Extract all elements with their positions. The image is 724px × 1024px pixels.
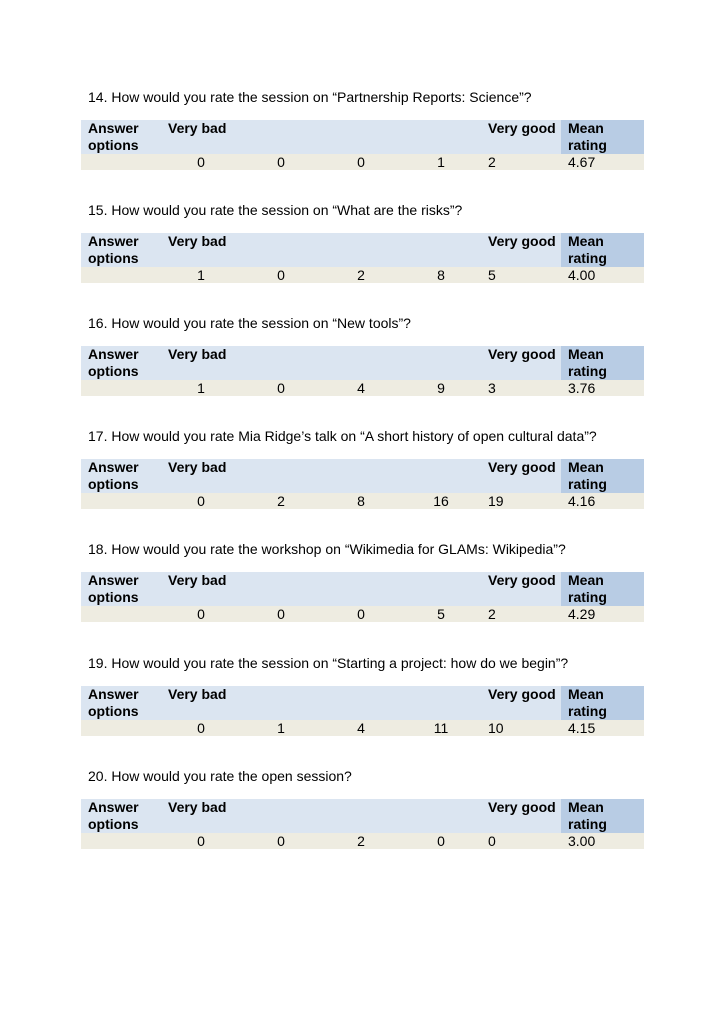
blank-header-cell xyxy=(241,572,321,606)
count-cell: 0 xyxy=(241,606,321,622)
very-good-header: Very good xyxy=(481,459,561,493)
question-title: 20. How would you rate the open session? xyxy=(88,768,352,784)
count-cell: 0 xyxy=(241,380,321,396)
blank-value-cell xyxy=(81,833,161,849)
blank-value-cell xyxy=(81,380,161,396)
mean-rating-header: Mean rating xyxy=(561,233,644,267)
count-cell: 5 xyxy=(481,267,561,283)
count-cell: 0 xyxy=(161,720,241,736)
rating-table xyxy=(81,572,644,622)
mean-rating-header: Mean rating xyxy=(561,120,644,154)
count-cell: 10 xyxy=(481,720,561,736)
question-block xyxy=(81,541,644,622)
blank-header-cell xyxy=(321,572,401,606)
very-bad-header: Very bad xyxy=(161,459,241,493)
count-cell: 1 xyxy=(241,720,321,736)
count-cell: 1 xyxy=(161,267,241,283)
count-cell: 1 xyxy=(161,380,241,396)
mean-rating-header: Mean rating xyxy=(561,799,644,833)
rating-table xyxy=(81,346,644,396)
rating-table xyxy=(81,459,644,509)
question-title: 16. How would you rate the session on “New tools”? xyxy=(88,315,411,331)
table-row xyxy=(81,493,644,509)
very-bad-header: Very bad xyxy=(161,120,241,154)
mean-rating-value: 4.00 xyxy=(561,267,644,283)
blank-header-cell xyxy=(241,346,321,380)
table-row xyxy=(81,720,644,736)
blank-header-cell xyxy=(241,120,321,154)
blank-header-cell xyxy=(241,686,321,720)
count-cell: 2 xyxy=(481,154,561,170)
mean-rating-value: 4.29 xyxy=(561,606,644,622)
mean-rating-value: 3.00 xyxy=(561,833,644,849)
count-cell: 0 xyxy=(321,606,401,622)
very-bad-header: Very bad xyxy=(161,572,241,606)
table-row xyxy=(81,380,644,396)
count-cell: 8 xyxy=(321,493,401,509)
blank-header-cell xyxy=(321,120,401,154)
blank-header-cell xyxy=(321,346,401,380)
count-cell: 0 xyxy=(161,493,241,509)
blank-header-cell xyxy=(401,572,481,606)
blank-header-cell xyxy=(241,799,321,833)
mean-rating-header: Mean rating xyxy=(561,572,644,606)
rating-table xyxy=(81,120,644,170)
mean-rating-value: 3.76 xyxy=(561,380,644,396)
mean-rating-value: 4.67 xyxy=(561,154,644,170)
blank-header-cell xyxy=(321,459,401,493)
very-good-header: Very good xyxy=(481,233,561,267)
question-block xyxy=(81,768,644,849)
very-bad-header: Very bad xyxy=(161,346,241,380)
count-cell: 0 xyxy=(241,267,321,283)
count-cell: 3 xyxy=(481,380,561,396)
table-header-row xyxy=(81,686,644,720)
mean-rating-value: 4.15 xyxy=(561,720,644,736)
very-bad-header: Very bad xyxy=(161,233,241,267)
count-cell: 11 xyxy=(401,720,481,736)
mean-rating-header: Mean rating xyxy=(561,686,644,720)
blank-value-cell xyxy=(81,493,161,509)
blank-header-cell xyxy=(241,233,321,267)
answer-options-header: Answer options xyxy=(81,233,161,267)
count-cell: 0 xyxy=(481,833,561,849)
question-title: 15. How would you rate the session on “What are the risks”? xyxy=(88,202,463,218)
mean-rating-value: 4.16 xyxy=(561,493,644,509)
count-cell: 9 xyxy=(401,380,481,396)
blank-header-cell xyxy=(401,120,481,154)
count-cell: 0 xyxy=(161,606,241,622)
count-cell: 0 xyxy=(161,833,241,849)
count-cell: 0 xyxy=(161,154,241,170)
blank-header-cell xyxy=(321,686,401,720)
answer-options-header: Answer options xyxy=(81,572,161,606)
count-cell: 19 xyxy=(481,493,561,509)
table-header-row xyxy=(81,459,644,493)
count-cell: 2 xyxy=(321,833,401,849)
table-header-row xyxy=(81,233,644,267)
rating-table xyxy=(81,686,644,736)
count-cell: 1 xyxy=(401,154,481,170)
very-good-header: Very good xyxy=(481,120,561,154)
blank-header-cell xyxy=(401,459,481,493)
rating-table xyxy=(81,799,644,849)
blank-header-cell xyxy=(401,233,481,267)
rating-table xyxy=(81,233,644,283)
blank-value-cell xyxy=(81,720,161,736)
table-row xyxy=(81,833,644,849)
answer-options-header: Answer options xyxy=(81,799,161,833)
very-good-header: Very good xyxy=(481,572,561,606)
table-row xyxy=(81,606,644,622)
blank-header-cell xyxy=(321,233,401,267)
count-cell: 0 xyxy=(241,833,321,849)
answer-options-header: Answer options xyxy=(81,120,161,154)
table-header-row xyxy=(81,799,644,833)
count-cell: 0 xyxy=(401,833,481,849)
table-header-row xyxy=(81,346,644,380)
blank-header-cell xyxy=(401,346,481,380)
table-row xyxy=(81,267,644,283)
answer-options-header: Answer options xyxy=(81,459,161,493)
count-cell: 0 xyxy=(321,154,401,170)
count-cell: 2 xyxy=(241,493,321,509)
count-cell: 2 xyxy=(321,267,401,283)
blank-header-cell xyxy=(241,459,321,493)
blank-header-cell xyxy=(401,686,481,720)
blank-value-cell xyxy=(81,154,161,170)
question-block xyxy=(81,655,644,736)
table-row xyxy=(81,154,644,170)
question-title: 19. How would you rate the session on “Starting a project: how do we begin”? xyxy=(88,655,569,671)
table-header-row xyxy=(81,572,644,606)
question-title: 14. How would you rate the session on “Partnership Reports: Science”? xyxy=(88,89,532,105)
very-good-header: Very good xyxy=(481,799,561,833)
very-good-header: Very good xyxy=(481,686,561,720)
table-header-row xyxy=(81,120,644,154)
question-block xyxy=(81,428,644,509)
question-title: 18. How would you rate the workshop on “Wikimedia for GLAMs: Wikipedia”? xyxy=(88,541,566,557)
blank-value-cell xyxy=(81,267,161,283)
question-title: 17. How would you rate Mia Ridge’s talk on “A short history of open cultural data”? xyxy=(88,428,597,444)
count-cell: 8 xyxy=(401,267,481,283)
question-block xyxy=(81,89,644,170)
very-bad-header: Very bad xyxy=(161,686,241,720)
count-cell: 0 xyxy=(241,154,321,170)
mean-rating-header: Mean rating xyxy=(561,459,644,493)
very-good-header: Very good xyxy=(481,346,561,380)
very-bad-header: Very bad xyxy=(161,799,241,833)
question-block xyxy=(81,202,644,283)
answer-options-header: Answer options xyxy=(81,346,161,380)
question-block xyxy=(81,315,644,396)
blank-header-cell xyxy=(321,799,401,833)
count-cell: 16 xyxy=(401,493,481,509)
blank-header-cell xyxy=(401,799,481,833)
count-cell: 2 xyxy=(481,606,561,622)
count-cell: 4 xyxy=(321,380,401,396)
answer-options-header: Answer options xyxy=(81,686,161,720)
count-cell: 5 xyxy=(401,606,481,622)
blank-value-cell xyxy=(81,606,161,622)
mean-rating-header: Mean rating xyxy=(561,346,644,380)
count-cell: 4 xyxy=(321,720,401,736)
